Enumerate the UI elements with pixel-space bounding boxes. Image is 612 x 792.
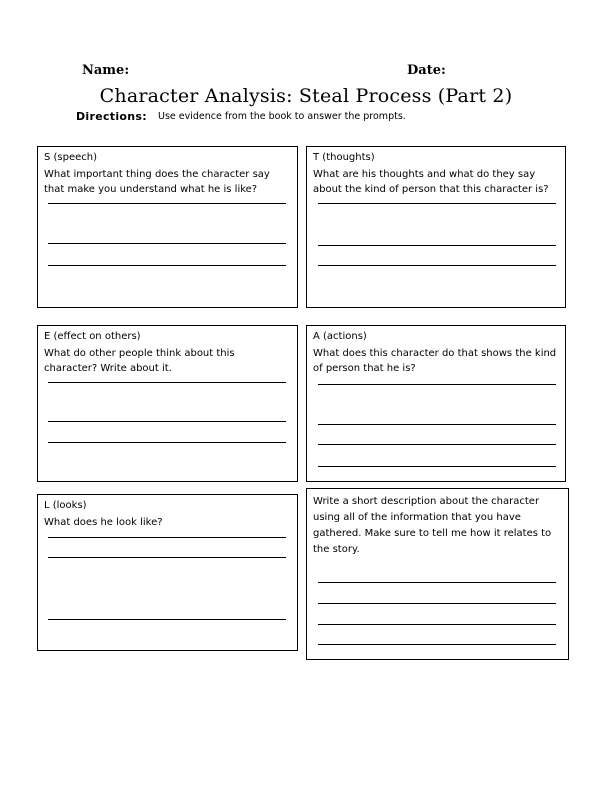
box-prompt-line: gathered. Make sure to tell me how it relates to: [313, 528, 552, 539]
answer-line[interactable]: [48, 421, 286, 422]
answer-line[interactable]: [318, 265, 556, 266]
answer-line[interactable]: [48, 537, 286, 538]
box-label: S (speech): [44, 152, 98, 163]
page-title: Character Analysis: Steal Process (Part 2): [99, 85, 513, 107]
answer-line[interactable]: [318, 624, 556, 625]
actions-box: [306, 325, 566, 482]
looks-box: [37, 494, 298, 651]
box-prompt-line: What does this character do that shows the kind: [313, 348, 557, 359]
answer-line[interactable]: [318, 644, 556, 645]
answer-line[interactable]: [318, 203, 556, 204]
answer-line[interactable]: [318, 424, 556, 425]
short-description-box: [306, 488, 569, 660]
answer-line[interactable]: [48, 203, 286, 204]
box-prompt-line: What do other people think about this: [44, 348, 235, 359]
box-label: E (effect on others): [44, 331, 141, 342]
date-label: Date:: [407, 63, 446, 78]
speech-box: [37, 146, 298, 308]
box-label: A (actions): [313, 331, 367, 342]
box-prompt-line: What important thing does the character say: [44, 169, 270, 180]
answer-line[interactable]: [48, 442, 286, 443]
answer-line[interactable]: [48, 265, 286, 266]
box-prompt-line: What are his thoughts and what do they say: [313, 169, 536, 180]
box-prompt-line: character? Write about it.: [44, 363, 172, 374]
answer-line[interactable]: [48, 243, 286, 244]
directions-text: Use evidence from the book to answer the prompts.: [158, 111, 406, 122]
box-prompt-line: using all of the information that you have: [313, 512, 521, 523]
answer-line[interactable]: [318, 384, 556, 385]
name-label: Name:: [82, 63, 130, 78]
answer-line[interactable]: [318, 245, 556, 246]
box-prompt-line: What does he look like?: [44, 517, 163, 528]
answer-line[interactable]: [318, 603, 556, 604]
answer-line[interactable]: [48, 382, 286, 383]
box-prompt-line: about the kind of person that this character is?: [313, 184, 549, 195]
effect-on-others-box: [37, 325, 298, 482]
directions-label: Directions:: [76, 110, 147, 123]
box-prompt-line: that make you understand what he is like?: [44, 184, 258, 195]
answer-line[interactable]: [318, 466, 556, 467]
box-label: T (thoughts): [313, 152, 375, 163]
box-prompt-line: the story.: [313, 544, 360, 555]
answer-line[interactable]: [48, 557, 286, 558]
answer-line[interactable]: [318, 444, 556, 445]
box-prompt-line: of person that he is?: [313, 363, 416, 374]
thoughts-box: [306, 146, 566, 308]
answer-line[interactable]: [48, 619, 286, 620]
box-label: L (looks): [44, 500, 87, 511]
box-prompt-line: Write a short description about the character: [313, 496, 540, 507]
answer-line[interactable]: [318, 582, 556, 583]
